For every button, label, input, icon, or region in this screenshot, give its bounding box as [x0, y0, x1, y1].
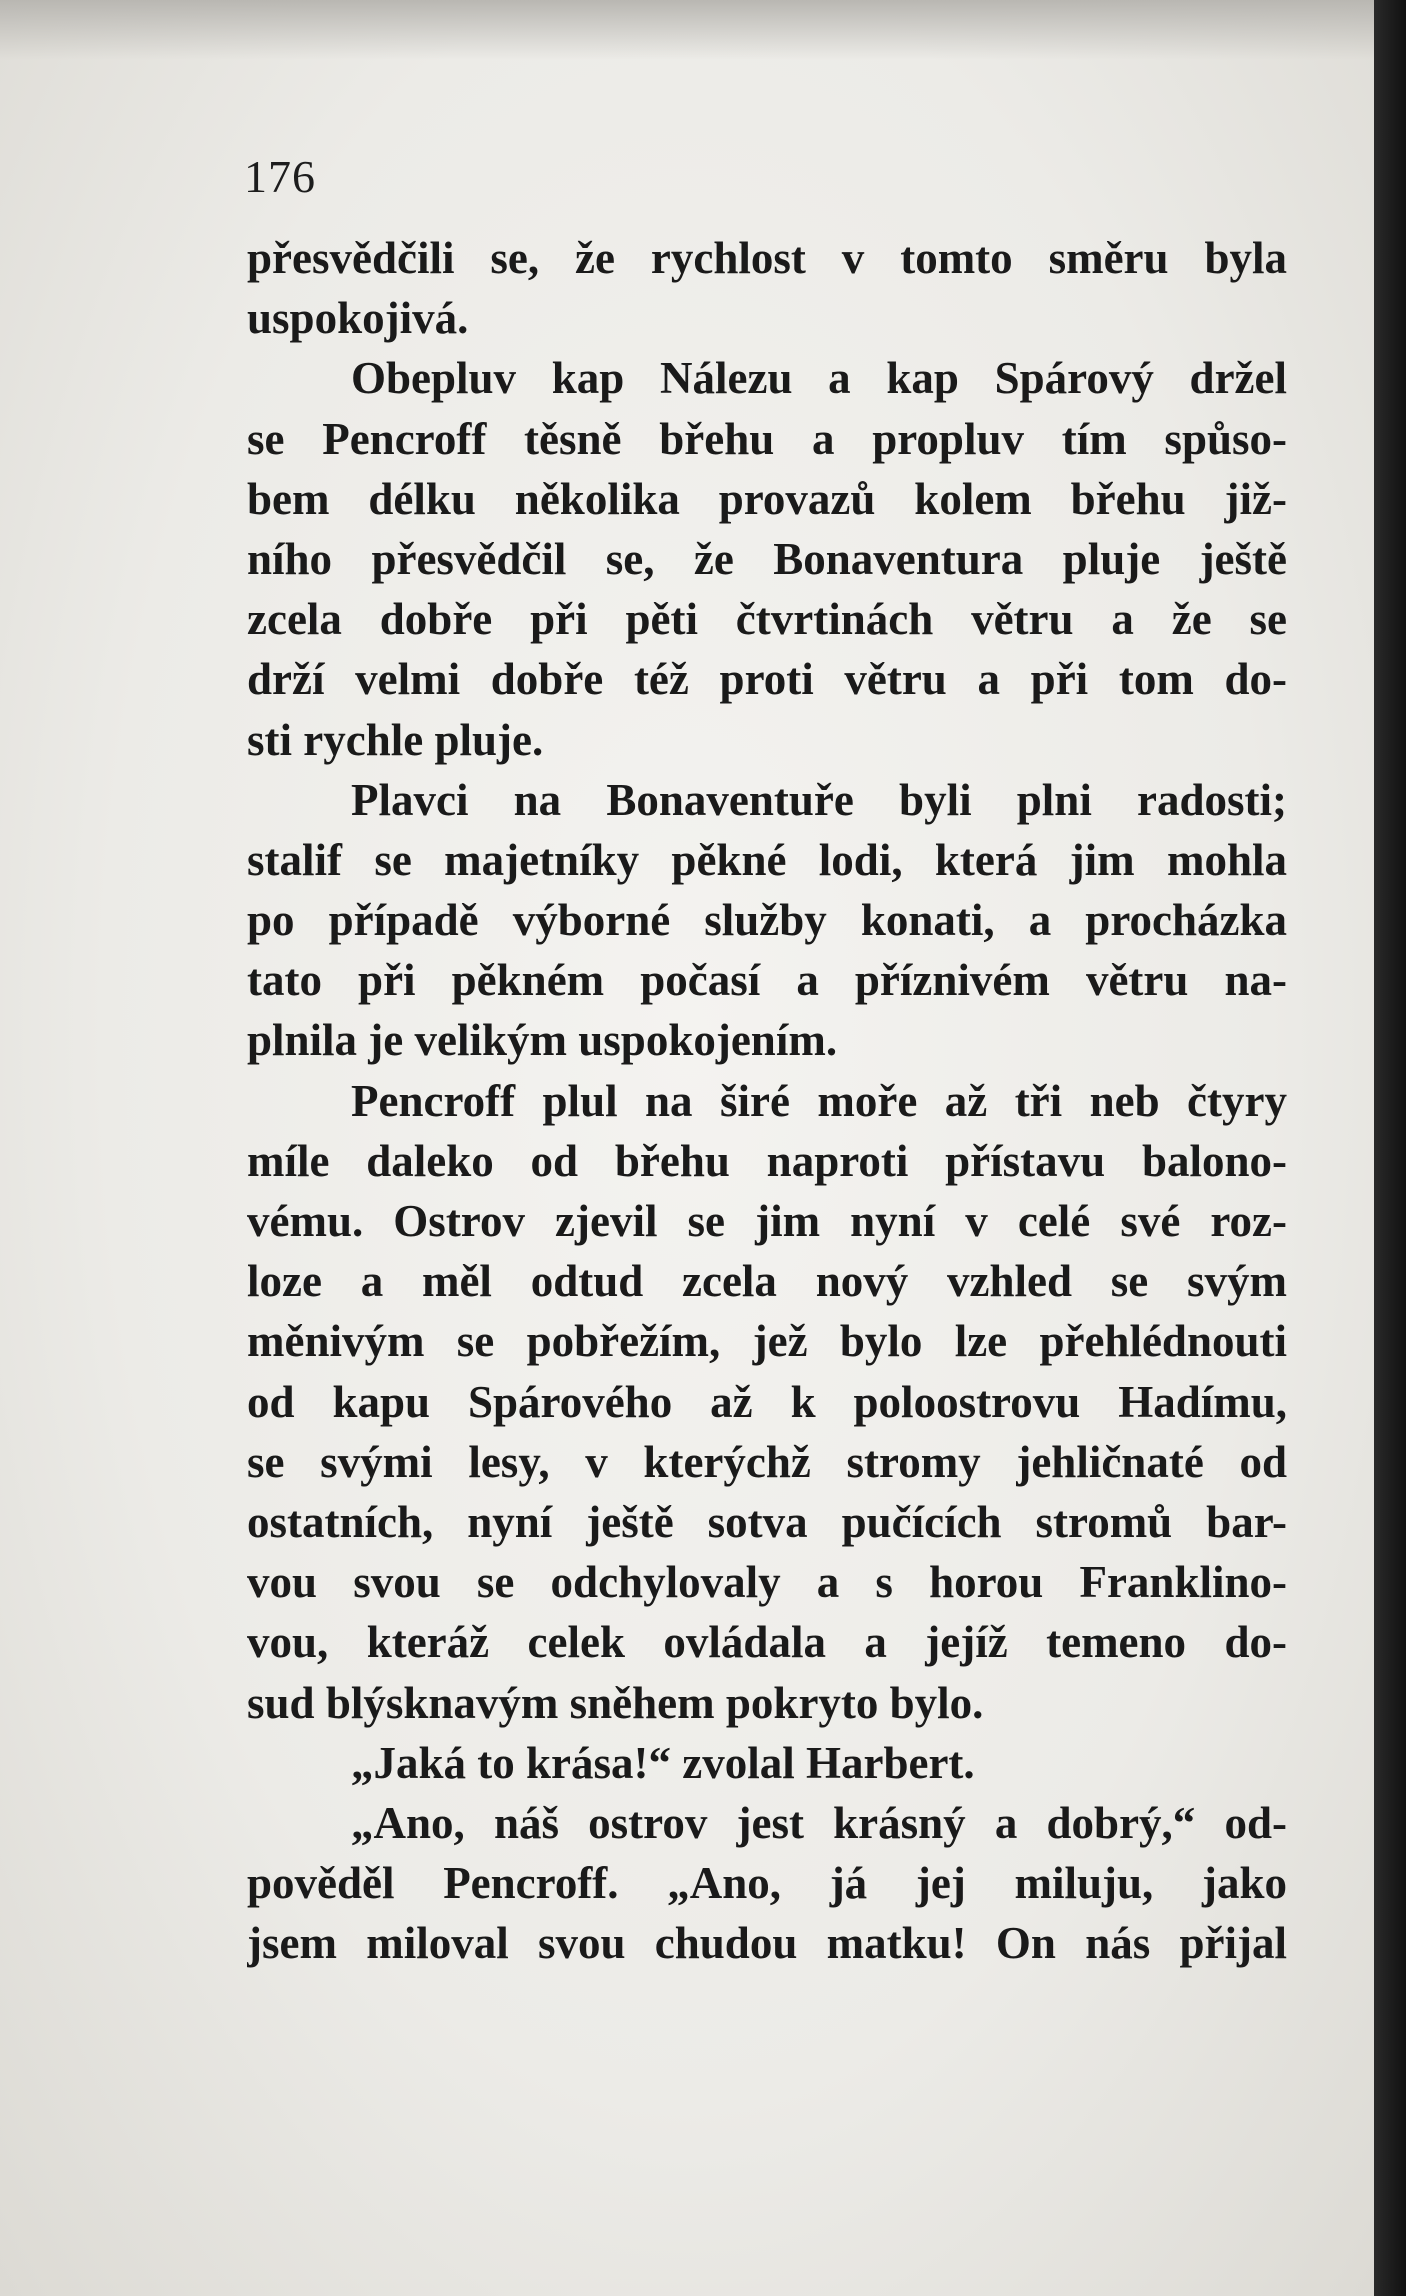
- text-line: pověděl Pencroff. „Ano, já jej miluju, jako: [247, 1858, 1287, 1909]
- page-top-shadow: [0, 0, 1374, 60]
- text-line: sti rychle pluje.: [247, 714, 544, 765]
- text-line: přesvědčili se, že rychlost v tomto směru byla: [247, 233, 1287, 283]
- text-line: tato při pěkném počasí a příznivém větru na-: [247, 955, 1287, 1006]
- text-line: loze a měl odtud zcela nový vzhled se svým: [247, 1256, 1287, 1307]
- page-edge-shadow: [1374, 0, 1406, 2296]
- text-line: měnivým se pobřežím, jež bylo lze přehlédnouti: [247, 1316, 1287, 1367]
- text-line: stalif se majetníky pěkné lodi, která jim mohla: [247, 834, 1287, 885]
- text-line: ostatních, nyní ještě sotva pučících stromů bar-: [247, 1496, 1287, 1547]
- text-line: se svými lesy, v kterýchž stromy jehličnaté od: [247, 1436, 1287, 1487]
- text-line: Obepluv kap Nálezu a kap Spárový držel: [351, 353, 1287, 404]
- text-line: „Ano, náš ostrov jest krásný a dobrý,“ od-: [351, 1797, 1287, 1848]
- text-line: plnila je velikým uspokojením.: [247, 1015, 838, 1066]
- text-line: ního přesvědčil se, že Bonaventura pluje ještě: [247, 533, 1287, 584]
- text-line: sud blýsknavým sněhem pokryto bylo.: [247, 1677, 984, 1728]
- text-line: od kapu Spárového až k poloostrovu Hadímu,: [247, 1376, 1287, 1427]
- text-line: vou, kteráž celek ovládala a jejíž temeno do-: [247, 1617, 1287, 1668]
- text-line: Pencroff plul na širé moře až tři neb čtyry: [351, 1075, 1287, 1126]
- text-line: bem délku několika provazů kolem břehu již-: [247, 473, 1287, 524]
- text-line: zcela dobře při pěti čtvrtinách větru a že se: [247, 594, 1287, 645]
- text-line: uspokojivá.: [247, 293, 469, 344]
- text-line: se Pencroff těsně břehu a propluv tím spůso-: [247, 413, 1287, 464]
- body-text: [247, 228, 1287, 1973]
- text-line: po případě výborné služby konati, a procházka: [247, 895, 1287, 946]
- page-number: 176: [244, 151, 316, 202]
- text-line: vou svou se odchylovaly a s horou Franklino-: [247, 1557, 1287, 1608]
- text-line: Plavci na Bonaventuře byli plni radosti;: [351, 774, 1287, 825]
- text-line: drží velmi dobře též proti větru a při tom do-: [247, 654, 1287, 705]
- text-line: jsem miloval svou chudou matku! On nás přijal: [247, 1918, 1287, 1969]
- text-line: „Jaká to krása!“ zvolal Harbert.: [351, 1737, 975, 1788]
- text-line: vému. Ostrov zjevil se jim nyní v celé své roz-: [247, 1196, 1287, 1246]
- text-line: míle daleko od břehu naproti přístavu balono-: [247, 1135, 1287, 1186]
